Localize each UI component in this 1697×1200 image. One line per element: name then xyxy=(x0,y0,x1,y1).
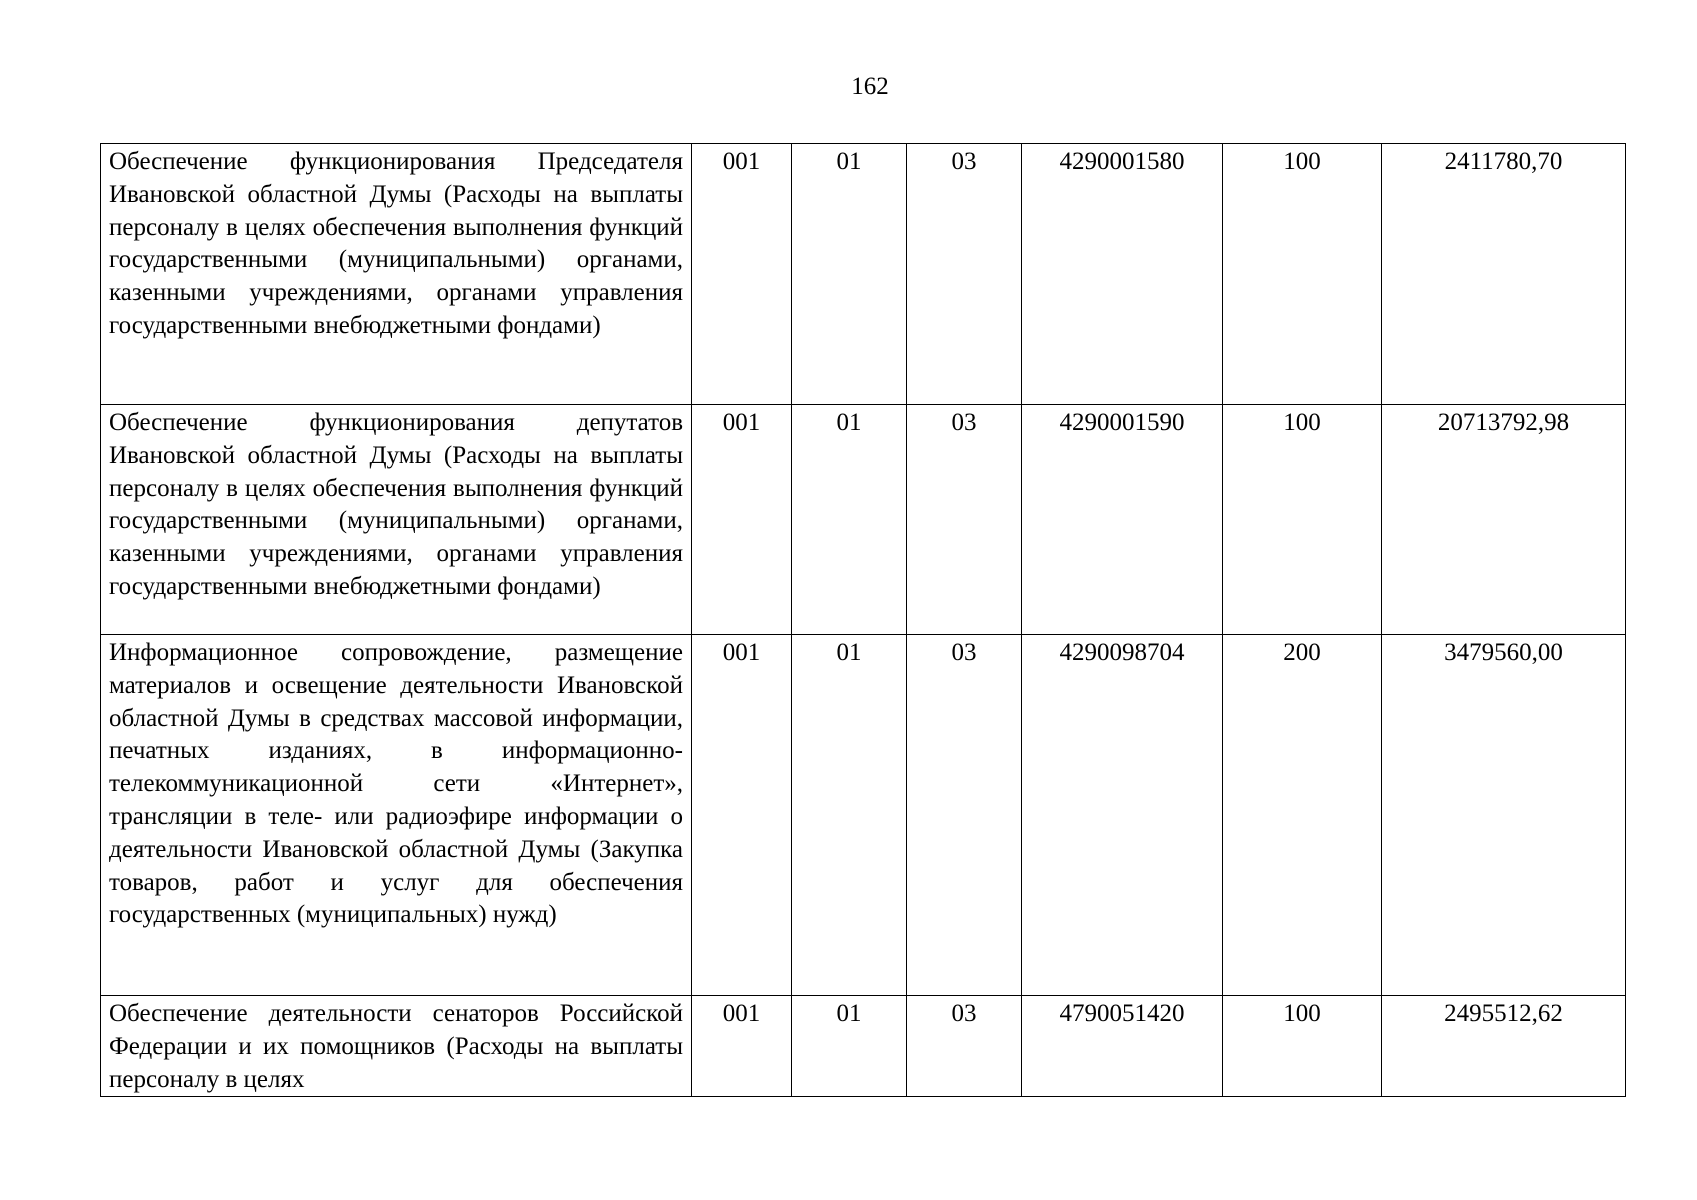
row-description: Обеспечение функционирования Председателя Ивановской областной Думы (Расходы на выплаты персоналу в целях обеспечения выполнения функций государственными (муниципальными) органами, казенными учреждениями, органами управления государственными внебюджетными фондами) xyxy=(101,144,692,405)
ministry-code: 001 xyxy=(692,635,792,996)
row-description: Обеспечение функционирования депутатов Ивановской областной Думы (Расходы на выплаты персоналу в целях обеспечения выполнения функций государственными (муниципальными) органами, казенными учреждениями, органами управления государственными внебюджетными фондами) xyxy=(101,405,692,635)
target-article-code: 4290001580 xyxy=(1022,144,1223,405)
subsection-code: 03 xyxy=(907,635,1022,996)
table-row xyxy=(101,405,1626,635)
subsection-code: 03 xyxy=(907,144,1022,405)
expense-type-code: 100 xyxy=(1223,405,1382,635)
section-code: 01 xyxy=(792,144,907,405)
table-row xyxy=(101,635,1626,996)
table-row xyxy=(101,144,1626,405)
budget-table xyxy=(100,143,1626,1097)
page-number: 162 xyxy=(851,73,889,100)
subsection-code: 03 xyxy=(907,996,1022,1097)
target-article-code: 4290098704 xyxy=(1022,635,1223,996)
section-code: 01 xyxy=(792,996,907,1097)
section-code: 01 xyxy=(792,405,907,635)
row-description: Обеспечение деятельности сенаторов Российской Федерации и их помощников (Расходы на выплаты персоналу в целях xyxy=(101,996,692,1097)
row-description: Информационное сопровождение, размещение материалов и освещение деятельности Ивановской областной Думы в средствах массовой информации, печатных изданиях, в информационно-телекоммуникационной сети «Интернет», трансляции в теле- или радиоэфире информации о деятельности Ивановской областной Думы (Закупка товаров, работ и услуг для обеспечения государственных (муниципальных) нужд) xyxy=(101,635,692,996)
subsection-code: 03 xyxy=(907,405,1022,635)
table-row xyxy=(101,996,1626,1097)
expense-type-code: 200 xyxy=(1223,635,1382,996)
ministry-code: 001 xyxy=(692,405,792,635)
amount: 20713792,98 xyxy=(1382,405,1626,635)
expense-type-code: 100 xyxy=(1223,144,1382,405)
target-article-code: 4790051420 xyxy=(1022,996,1223,1097)
amount: 2411780,70 xyxy=(1382,144,1626,405)
section-code: 01 xyxy=(792,635,907,996)
expense-type-code: 100 xyxy=(1223,996,1382,1097)
amount: 3479560,00 xyxy=(1382,635,1626,996)
amount: 2495512,62 xyxy=(1382,996,1626,1097)
target-article-code: 4290001590 xyxy=(1022,405,1223,635)
ministry-code: 001 xyxy=(692,996,792,1097)
ministry-code: 001 xyxy=(692,144,792,405)
